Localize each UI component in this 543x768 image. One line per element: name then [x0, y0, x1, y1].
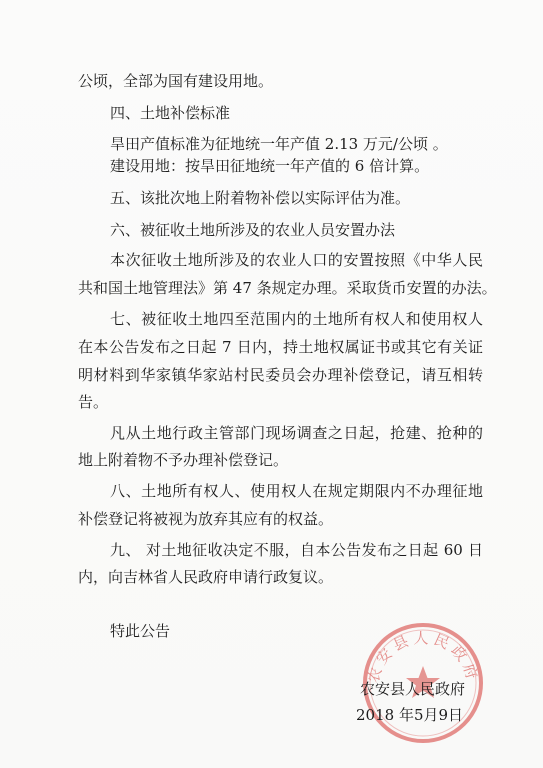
section-heading-9: 九、 对土地征收决定不服，自本公告发布之日起 60 日 — [110, 541, 483, 559]
text-line-8: 共和国土地管理法》第 47 条规定办理。采取货币安置的办法。 — [78, 279, 497, 297]
svg-text:农安县人民政府: 农安县人民政府 — [363, 629, 483, 685]
issuer-name: 农安县人民政府 — [360, 680, 466, 698]
text-line-18: 内，向吉林省人民政府申请行政复议。 — [78, 568, 334, 586]
text-line-12: 告。 — [78, 393, 109, 411]
section-heading-4: 四、土地补偿标准 — [110, 104, 231, 122]
text-line-14: 地上附着物不予办理补偿登记。 — [78, 451, 289, 469]
text-line-3: 旱田产值标准为征地统一年产值 2.13 万元/公顷 。 — [110, 135, 448, 153]
text-line-16: 补偿登记将被视为放弃其应有的权益。 — [78, 510, 334, 528]
section-heading-5: 五、该批次地上附着物补偿以实际评估为准。 — [110, 189, 411, 207]
text-line-10: 在本公告发布之日起 7 日内，持土地权属证书或其它有关证 — [78, 338, 483, 356]
issue-date: 2018 年5月9日 — [356, 706, 464, 724]
section-heading-7: 七、被征收土地四至范围内的土地所有权人和使用权人 — [110, 310, 483, 328]
text-line-1: 公顷，全部为国有建设用地。 — [78, 72, 274, 90]
section-heading-8: 八、土地所有权人、使用权人在规定期限内不办理征地 — [110, 482, 483, 500]
closing-line: 特此公告 — [110, 622, 171, 640]
text-line-7: 本次征收土地所涉及的农业人口的安置按照《中华人民 — [110, 251, 483, 269]
text-line-4: 建设用地：按旱田征地统一年产值的 6 倍计算。 — [110, 157, 430, 175]
section-heading-6: 六、被征收土地所涉及的农业人员安置办法 — [110, 221, 396, 239]
text-line-11: 明材料到华家镇华家站村民委员会办理补偿登记，请互相转 — [78, 366, 483, 384]
text-line-13: 凡从土地行政主管部门现场调查之日起，抢建、抢种的 — [110, 424, 483, 442]
